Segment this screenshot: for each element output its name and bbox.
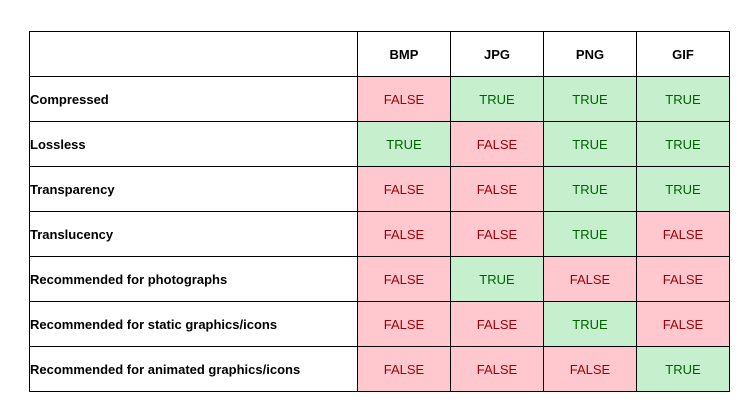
image-format-comparison-table (29, 31, 730, 392)
value-cell: TRUE (637, 167, 730, 212)
value-cell: FALSE (451, 167, 544, 212)
value-cell: TRUE (637, 77, 730, 122)
value-cell: FALSE (451, 347, 544, 392)
corner-cell (30, 32, 358, 77)
row-label: Recommended for static graphics/icons (30, 302, 358, 347)
row-label: Compressed (30, 77, 358, 122)
value-cell: FALSE (544, 347, 637, 392)
table-row-translucency (30, 212, 730, 257)
column-header-gif: GIF (637, 32, 730, 77)
table-row-compressed (30, 77, 730, 122)
value-cell: FALSE (358, 302, 451, 347)
value-cell: FALSE (544, 257, 637, 302)
value-cell: TRUE (544, 122, 637, 167)
value-cell: TRUE (451, 77, 544, 122)
value-cell: FALSE (637, 257, 730, 302)
value-cell: FALSE (637, 302, 730, 347)
row-label: Lossless (30, 122, 358, 167)
value-cell: TRUE (544, 167, 637, 212)
table-row-lossless (30, 122, 730, 167)
value-cell: FALSE (358, 167, 451, 212)
value-cell: FALSE (637, 212, 730, 257)
value-cell: FALSE (358, 212, 451, 257)
column-header-jpg: JPG (451, 32, 544, 77)
value-cell: FALSE (451, 302, 544, 347)
table-row-animated-graphics (30, 347, 730, 392)
value-cell: FALSE (358, 257, 451, 302)
value-cell: FALSE (451, 122, 544, 167)
column-header-png: PNG (544, 32, 637, 77)
row-label: Translucency (30, 212, 358, 257)
value-cell: TRUE (544, 212, 637, 257)
row-label: Recommended for photographs (30, 257, 358, 302)
value-cell: FALSE (358, 347, 451, 392)
value-cell: TRUE (544, 302, 637, 347)
table-row-transparency (30, 167, 730, 212)
value-cell: TRUE (637, 347, 730, 392)
value-cell: TRUE (637, 122, 730, 167)
value-cell: TRUE (358, 122, 451, 167)
header-row (30, 32, 730, 77)
value-cell: FALSE (358, 77, 451, 122)
column-header-bmp: BMP (358, 32, 451, 77)
value-cell: FALSE (451, 212, 544, 257)
row-label: Recommended for animated graphics/icons (30, 347, 358, 392)
value-cell: TRUE (544, 77, 637, 122)
row-label: Transparency (30, 167, 358, 212)
value-cell: TRUE (451, 257, 544, 302)
table-row-static-graphics (30, 302, 730, 347)
table-row-photographs (30, 257, 730, 302)
